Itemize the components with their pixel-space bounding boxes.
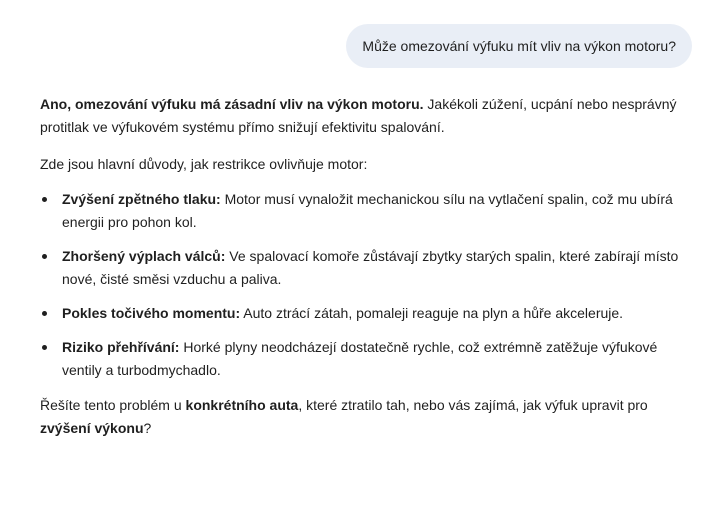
bullet-icon (42, 197, 47, 202)
list-item-title: Zhoršený výplach válců: (62, 248, 226, 264)
response-lead: Zde jsou hlavní důvody, jak restrikce ovlivňuje motor: (40, 156, 368, 172)
user-message-text: Může omezování výfuku mít vliv na výkon motoru? (362, 38, 676, 54)
list-item (40, 302, 690, 325)
list-item (40, 336, 690, 382)
closing-bold-2: zvýšení výkonu (40, 420, 144, 436)
response-intro (40, 93, 690, 139)
list-item-title: Riziko přehřívání: (62, 339, 180, 355)
list-item-text: Horké plyny neodcházejí dostatečně rychle, což extrémně zatěžuje výfukové ventily a turbodmychadlo. (62, 339, 658, 378)
list-item-title: Pokles točivého momentu: (62, 305, 241, 321)
list-item-text: Ve spalovací komoře zůstávají zbytky starých spalin, které zabírají místo nové, čisté směsi vzduchu a paliva. (62, 248, 679, 287)
response-closing (40, 394, 690, 440)
bullet-icon (42, 311, 47, 316)
bullet-icon (42, 254, 47, 259)
closing-text-3: ? (143, 420, 152, 436)
response-intro-text: Jakékoli zúžení, ucpání nebo nesprávný protitlak ve výfukovém systému přímo snižují efektivitu spalování. (40, 96, 677, 135)
list-item-text: Auto ztrácí zátah, pomaleji reaguje na plyn a hůře akceleruje. (240, 305, 624, 321)
list-item (40, 188, 690, 234)
assistant-response (40, 93, 690, 440)
bullet-icon (42, 345, 47, 350)
closing-text-1: Řešíte tento problém u (40, 397, 186, 413)
response-intro-bold: Ano, omezování výfuku má zásadní vliv na výkon motoru. (40, 96, 424, 112)
reasons-list (40, 188, 690, 382)
closing-text-2: , které ztratilo tah, nebo vás zajímá, jak výfuk upravit pro (298, 397, 648, 413)
list-item-title: Zvýšení zpětného tlaku: (62, 191, 221, 207)
list-item (40, 245, 690, 291)
user-message-bubble (346, 24, 692, 68)
list-item-text: Motor musí vynaložit mechanickou sílu na vytlačení spalin, což mu ubírá energii pro pohon kol. (62, 191, 673, 230)
closing-bold-1: konkrétního auta (185, 397, 299, 413)
